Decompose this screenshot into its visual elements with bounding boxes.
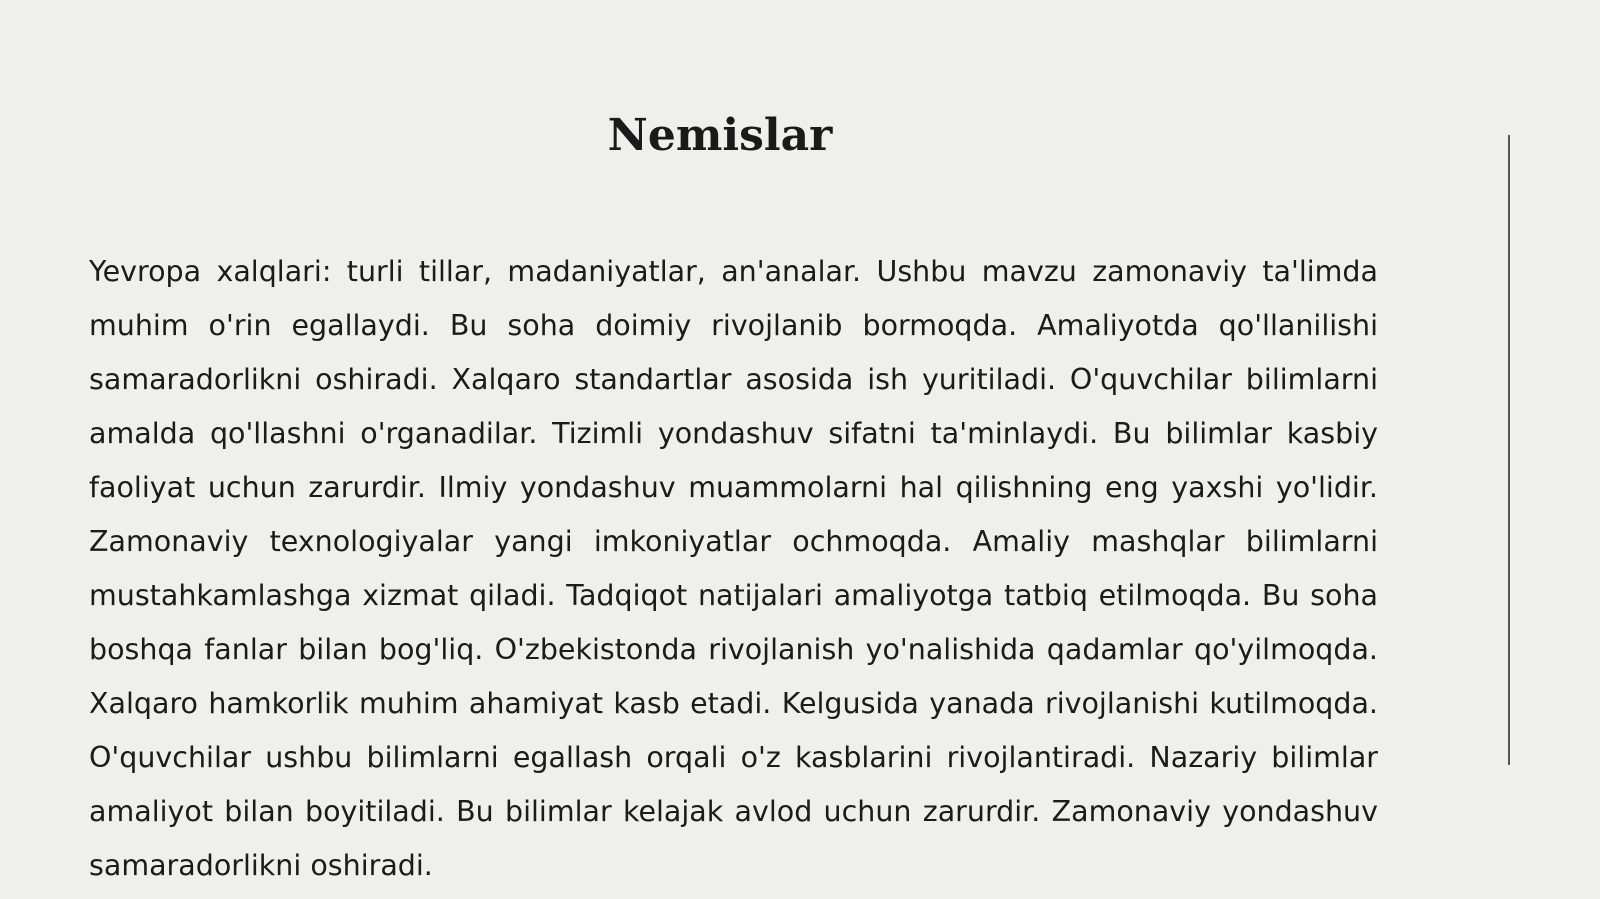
vertical-divider	[1508, 135, 1510, 765]
slide-title: Nemislar	[607, 110, 833, 161]
slide-body-text: Yevropa xalqlari: turli tillar, madaniyatlar, an'analar. Ushbu mavzu zamonaviy ta'limda muhim o'rin egallaydi. Bu soha doimiy rivojlanib bormoqda. Amaliyotda qo'llanilishi samaradorlikni oshiradi. Xalqaro standartlar asosida ish yuritiladi. O'quvchilar bilimlarni amalda qo'llashni o'rganadilar. Tizimli yondashuv sifatni ta'minlaydi. Bu bilimlar kasbiy faoliyat uchun zarurdir. Ilmiy yondashuv muammolarni hal qilishning eng yaxshi yo'lidir. Zamonaviy texnologiyalar yangi imkoniyatlar ochmoqda. Amaliy mashqlar bilimlarni mustahkamlashga xizmat qiladi. Tadqiqot natijalari amaliyotga tatbiq etilmoqda. Bu soha boshqa fanlar bilan bog'liq. O'zbekistonda rivojlanish yo'nalishida qadamlar qo'yilmoqda. Xalqaro hamkorlik muhim ahamiyat kasb etadi. Kelgusida yanada rivojlanishi kutilmoqda. O'quvchilar ushbu bilimlarni egallash orqali o'z kasblarini rivojlantiradi. Nazariy bilimlar amaliyot bilan boyitiladi. Bu bilimlar kelajak avlod uchun zarurdir. Zamonaviy yondashuv samaradorlikni oshiradi.	[89, 255, 1378, 882]
